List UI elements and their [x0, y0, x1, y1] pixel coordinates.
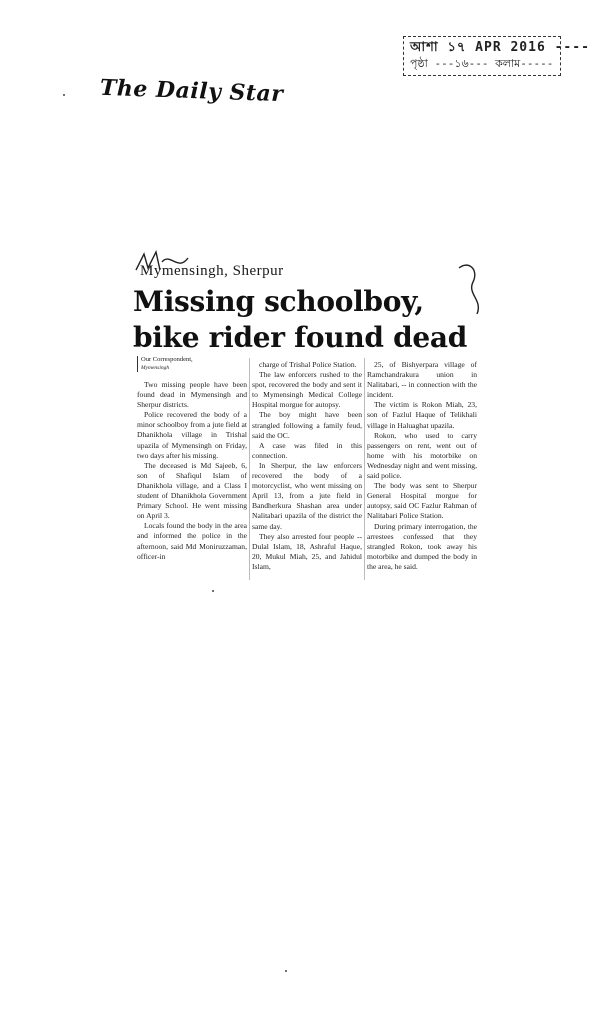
article-byline	[137, 356, 251, 372]
paragraph: Police recovered the body of a minor schoolboy from a jute field at Dhanikhola village in Trishal upazila of Mymensingh on Friday, two days after his missing.	[137, 410, 247, 460]
paragraph: The law enforcers rushed to the spot, recovered the body and sent it to Mymensingh Medical College Hospital morgue for autopsy.	[252, 370, 362, 410]
paragraph: They also arrested four people -- Dulal Islam, 18, Ashraful Haque, 20, Mukul Miah, 25, and Jahidul Islam,	[252, 531, 362, 571]
article-column-3	[367, 360, 477, 572]
article-kicker: Mymensingh, Sherpur	[140, 263, 284, 279]
paragraph: The deceased is Md Sajeeb, 6, son of Shafiqul Islam of Dhanikhola village, and a Class I student of Dhanikhola Government Primary School. He went missing on April 3.	[137, 460, 247, 521]
stamp-line-page: পৃষ্ঠা ---১৬--- কলাম-----	[410, 57, 554, 70]
article-headline: Missing schoolboy, bike rider found dead	[133, 285, 468, 354]
byline-name: Our Correspondent,	[141, 356, 193, 363]
speck	[285, 970, 287, 972]
paragraph: The body was sent to Sherpur General Hospital morgue for autopsy, said OC Fazlur Rahman of Nalitabari Police Station.	[367, 481, 477, 521]
stamp-line-date: আশা ১৭ APR 2016 ----	[410, 40, 590, 55]
column-divider	[249, 358, 250, 580]
paragraph: Rokon, who used to carry passengers on rent, went out of home with his motorbike on Wednesday night and went missing, said police.	[367, 430, 477, 481]
paragraph: Locals found the body in the area and informed the police in the afternoon, said Md Moniruzzaman, officer-in	[137, 521, 247, 561]
newspaper-masthead: The Daily Star	[99, 74, 284, 108]
byline-location: Mymensingh	[141, 365, 170, 371]
paragraph: During primary interrogation, the arrestees confessed that they strangled Rokon, took away his motorbike and dumped the body in the area, he said.	[367, 521, 477, 571]
speck	[63, 94, 65, 96]
article-column-2	[252, 360, 362, 572]
paragraph: 25, of Bishyerpara village of Ramchandrakura union in Nalitabari, -- in connection with the incident.	[367, 360, 477, 400]
date-stamp	[403, 36, 590, 76]
column-divider	[364, 358, 365, 580]
paragraph: A case was filed in this connection.	[252, 440, 362, 460]
article-column-1	[137, 380, 247, 562]
paragraph: In Sherpur, the law enforcers recovered the body of a motorcyclist, who went missing on April 13, from a jute field in Bandherkura Shashan area under Nalitabari upazila of the district the same day.	[252, 460, 362, 531]
paragraph: The boy might have been strangled following a family feud, said the OC.	[252, 410, 362, 440]
paragraph: The victim is Rokon Miah, 23, son of Fazlul Haque of Telikhali village in Haluaghat upazila.	[367, 400, 477, 430]
paragraph: Two missing people have been found dead in Mymensingh and Sherpur districts.	[137, 380, 247, 410]
paragraph: charge of Trishal Police Station.	[259, 360, 357, 369]
speck	[212, 590, 214, 592]
